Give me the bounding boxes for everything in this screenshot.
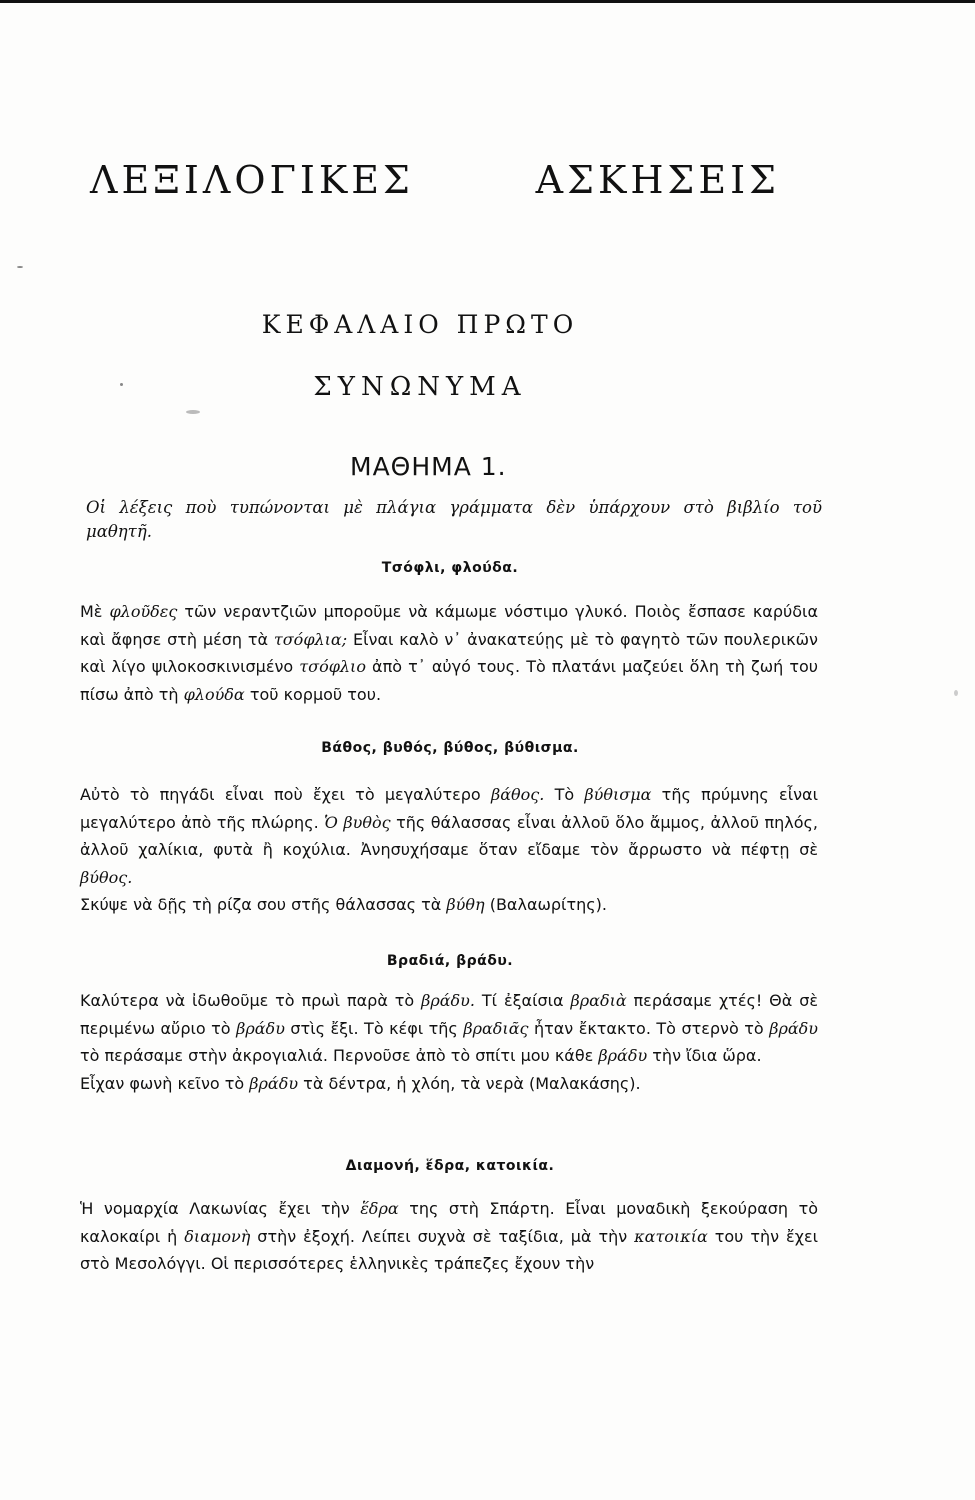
paragraph bbox=[80, 1070, 818, 1098]
title-word-1: ΛΕΞΙΛΟΓΙΚΕΣ bbox=[90, 158, 414, 202]
italic-term: τσόφλια; bbox=[273, 629, 348, 649]
page-top-edge bbox=[0, 0, 975, 3]
italic-term: βύθισμα bbox=[584, 785, 652, 804]
text-run: Αὐτὸ τὸ πηγάδι εἶναι ποὺ ἔχει τὸ μεγαλύτερο bbox=[80, 785, 491, 804]
paragraph bbox=[80, 781, 818, 891]
italic-term: φλοῦδες bbox=[109, 602, 178, 621]
text-run: τῆς πρύμνης εἶναι μεγαλύτερο ἀπὸ τῆς πλώρης. bbox=[80, 785, 819, 832]
italic-term: βάθος. bbox=[490, 785, 545, 804]
scan-speck bbox=[186, 410, 200, 414]
scan-speck bbox=[954, 690, 958, 696]
text-run: τῶν νεραντζιῶν μποροῦμε νὰ κάμωμε νόστιμο γλυκό. Ποιὸς ἔσπασε καρύδια καὶ ἄφησε στὴ μέση τὰ bbox=[80, 602, 818, 649]
italic-term: διαμονὴ bbox=[184, 1226, 251, 1246]
italic-term: ἕδρα bbox=[360, 1199, 399, 1218]
text-run: Ἡ νομαρχία Λακωνίας ἔχει τὴν bbox=[80, 1199, 361, 1218]
text-run: τὸ περάσαμε στὴν ἀκρογιαλιά. Περνοῦσε ἀπὸ τὸ σπίτι μου κάθε bbox=[80, 1046, 599, 1066]
text-run: Σκύψε νὰ δῇς τὴ ρίζα σου στῆς θάλασσας τὰ bbox=[80, 895, 447, 915]
group-body bbox=[80, 598, 818, 708]
group-heading: Βάθος, βυθός, βύθος, βύθισμα. bbox=[321, 740, 579, 756]
text-run: (Βαλαωρίτης). bbox=[484, 895, 607, 915]
chapter-heading: ΚΕΦΑΛΑΙΟ ΠΡΩΤΟ bbox=[261, 310, 579, 339]
italic-term: κατοικία bbox=[634, 1226, 708, 1246]
paragraph bbox=[80, 598, 818, 708]
text-run: Εἶχαν φωνὴ κεῖνο τὸ bbox=[80, 1073, 250, 1093]
italic-term: βράδυ bbox=[598, 1046, 648, 1066]
text-run: Εἶναι καλὸ ν᾿ ἀνακατεύῃς μὲ τὸ φαγητὸ τῶν πουλερικῶν καὶ λίγο ψιλοκοσκινισμένο bbox=[80, 629, 818, 677]
text-run: του τὴν ἔχει στὸ Μεσολόγγι. Οἱ περισσότερες ἑλληνικὲς τράπεζες ἔχουν τὴν bbox=[80, 1226, 819, 1274]
paragraph bbox=[80, 987, 818, 1070]
italic-term: βράδυ bbox=[236, 1018, 285, 1038]
italic-term: βράδυ bbox=[769, 1018, 819, 1038]
text-run: τῆς θάλασσας εἶναι ἀλλοῦ ὅλο ἄμμος, ἀλλοῦ πηλός, ἀλλοῦ χαλίκια, φυτὰ ἢ κοχύλια. Ἀνησυχήσαμε ὅταν εἴδαμε τὸν ἄρρωστο νὰ πέφτῃ σὲ bbox=[80, 812, 819, 860]
text-run: στὶς ἔξι. Τὸ κέφι τῆς bbox=[284, 1018, 464, 1038]
title-word-2: ΑΣΚΗΣΕΙΣ bbox=[535, 158, 780, 202]
text-run: Τὸ bbox=[544, 785, 585, 804]
italic-term: βύθη bbox=[446, 895, 485, 915]
group-heading: Διαμονή, ἕδρα, κατοικία. bbox=[345, 1158, 555, 1174]
italic-term: βύθος. bbox=[80, 867, 133, 887]
text-run: Καλύτερα νὰ ἰδωθοῦμε τὸ πρωὶ παρὰ τὸ bbox=[80, 991, 422, 1010]
paragraph bbox=[80, 891, 818, 919]
italic-term: βράδυ. bbox=[421, 991, 475, 1010]
paragraph bbox=[80, 1195, 818, 1278]
italic-term: φλούδα bbox=[183, 684, 245, 704]
group-body bbox=[80, 1195, 818, 1278]
page-title bbox=[90, 158, 780, 202]
italic-term: τσόφλιο bbox=[299, 657, 366, 677]
text-run: στὴν ἐξοχή. Λείπει συχνὰ σὲ ταξίδια, μὰ τὴν bbox=[250, 1226, 635, 1246]
italic-term: βράδυ bbox=[249, 1073, 299, 1093]
group-body bbox=[80, 781, 818, 919]
group-heading: Τσόφλι, φλούδα. bbox=[381, 560, 519, 576]
italic-term: βραδιᾶς bbox=[463, 1018, 529, 1038]
italic-term: βραδιὰ bbox=[570, 991, 627, 1010]
section-heading: ΣΥΝΩΝΥΜΑ bbox=[313, 372, 527, 402]
group-heading: Βραδιά, βράδυ. bbox=[386, 953, 514, 969]
text-run: τὰ δέντρα, ἡ χλόη, τὰ νερὰ (Μαλακάσης). bbox=[298, 1073, 641, 1093]
text-run: τοῦ κορμοῦ του. bbox=[244, 684, 382, 704]
text-run: περάσαμε χτές! Θὰ σὲ περιμένω αὔριο τὸ bbox=[80, 991, 818, 1038]
text-run: της στὴ Σπάρτη. Εἶναι μοναδικὴ ξεκούραση τὸ καλοκαίρι ἡ bbox=[80, 1199, 818, 1246]
lesson-heading: ΜΑΘΗΜΑ 1. bbox=[350, 452, 507, 481]
scan-speck bbox=[17, 266, 23, 268]
italic-term: Ὁ βυθὸς bbox=[324, 812, 391, 832]
group-body bbox=[80, 987, 818, 1097]
text-run: Μὲ bbox=[80, 602, 110, 621]
text-run: τὴν ἴδια ὥρα. bbox=[647, 1046, 762, 1066]
editorial-note: Οἱ λέξεις ποὺ τυπώνονται μὲ πλάγια γράμματα δὲν ὑπάρχουν στὸ βιβλίο τοῦ μαθητῆ. bbox=[86, 498, 822, 541]
text-run: ἦταν ἔκτακτο. Τὸ στερνὸ τὸ bbox=[528, 1018, 770, 1038]
text-run: Τί ἐξαίσια bbox=[474, 991, 571, 1010]
text-run: ἀπὸ τ᾿ αὐγό τους. Τὸ πλατάνι μαζεύει ὅλη τὴ ζωή του πίσω ἀπὸ τὴ bbox=[80, 657, 819, 704]
